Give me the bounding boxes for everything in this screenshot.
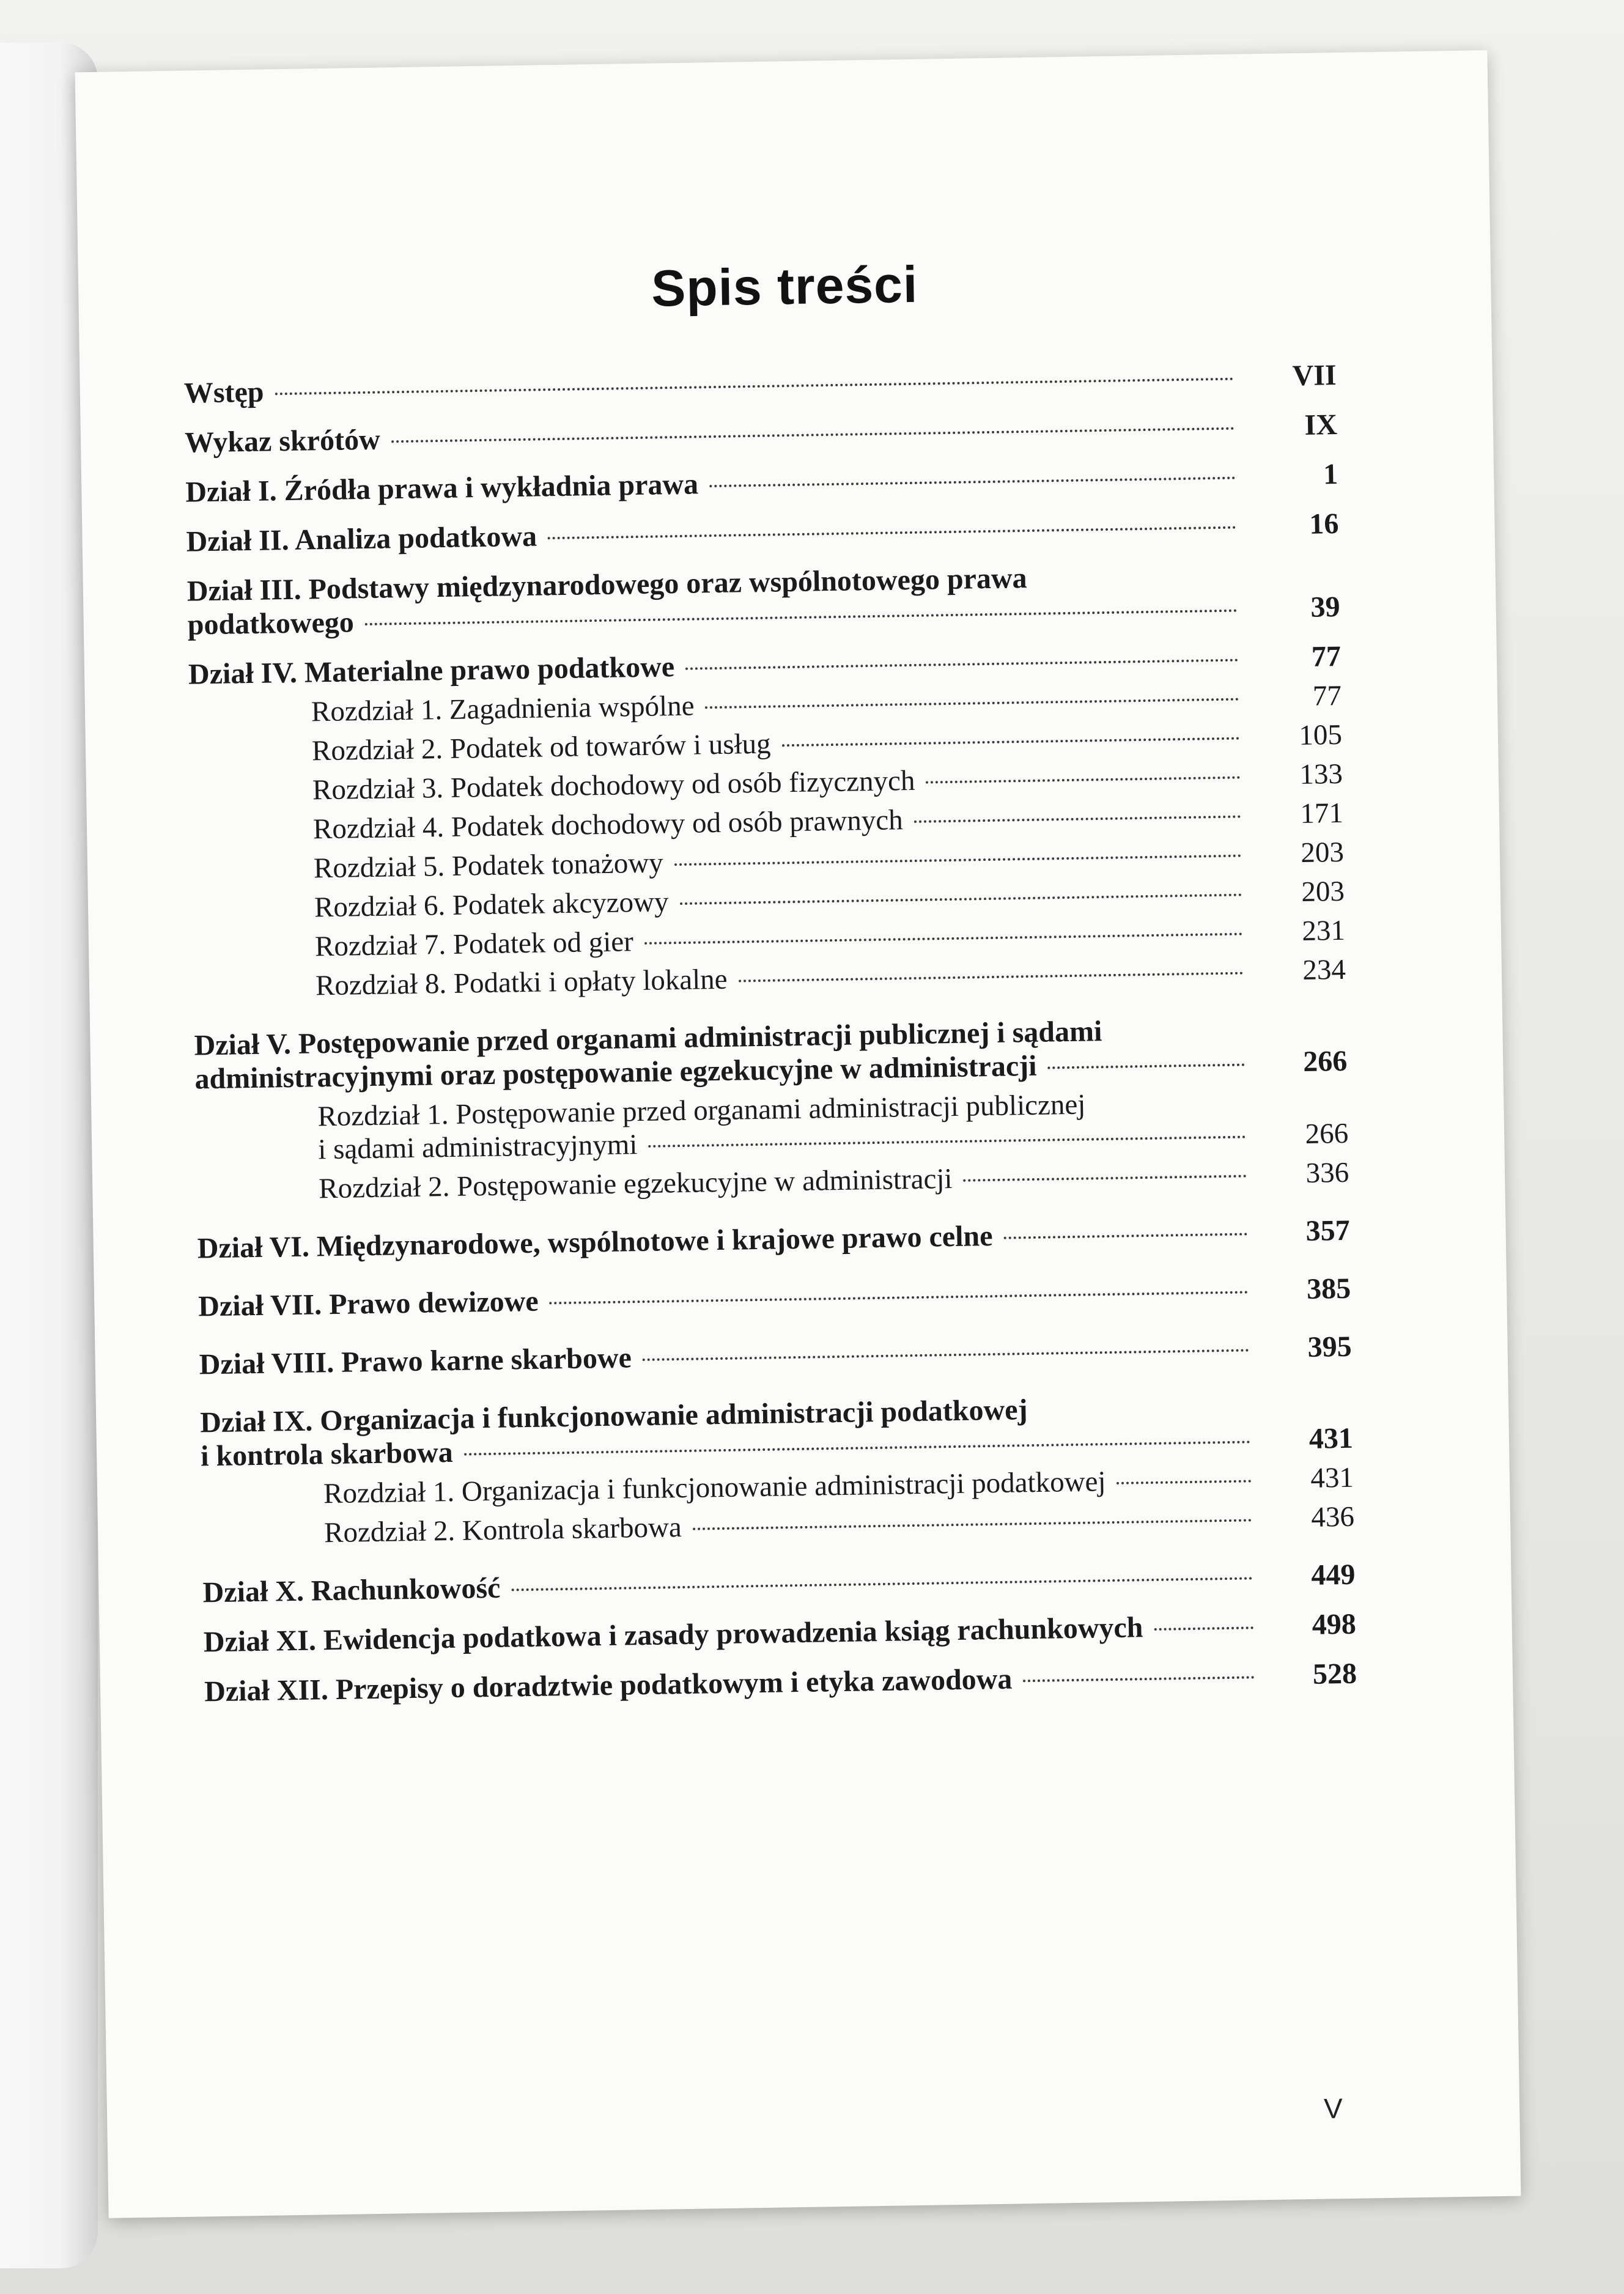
dot-leader [644,933,1242,945]
toc-entry-page: 498 [1312,1607,1357,1641]
toc-entry-dzial-10 [202,1558,1356,1610]
toc-entry-page: 133 [1299,758,1343,791]
toc-entry-page: 231 [1301,914,1346,948]
toc-entry-title: Dział X. Rachunkowość [202,1571,501,1609]
toc-entry-title: Rozdział 1. Organizacja i funkcjonowanie administracji podatkowej [323,1466,1106,1510]
dot-leader [685,659,1238,670]
toc-entry-title: Dział VIII. Prawo karne skarbowe [199,1341,632,1381]
dot-leader [1003,1233,1247,1239]
toc-entry-dzial-11 [203,1607,1356,1659]
toc-entry-title-line2: i kontrola skarbowa [200,1436,454,1473]
toc-entry-title: Rozdział 1. Zagadnienia wspólne [311,690,695,728]
page-title: Spis treści [651,255,918,317]
toc-entry-title: Dział I. Źródła prawa i wykładnia prawa [185,468,699,509]
toc-entry-page: 431 [1308,1422,1354,1455]
toc-entry-dzial-8 [199,1330,1352,1382]
toc-entry-page: 105 [1298,718,1343,752]
toc-entry-page: 357 [1305,1214,1350,1247]
dot-leader [464,1440,1250,1455]
toc-entry-title: Dział II. Analiza podatkowa [186,520,537,558]
toc-entry-title: Rozdział 7. Podatek od gier [314,926,634,963]
toc-entry-page: 436 [1311,1500,1355,1533]
dot-leader [705,698,1238,709]
toc-entry-title-line1: Dział IX. Organizacja i funkcjonowanie administracji podatkowej [199,1393,1028,1439]
toc-entry-page: 77 [1311,640,1342,673]
toc-entry-page: 1 [1323,457,1338,491]
dot-leader [511,1577,1252,1591]
dot-leader [914,816,1241,823]
toc-entry-title: Rozdział 2. Kontrola skarbowa [323,1511,682,1549]
page-number: V [1323,2092,1343,2125]
toc-entry-title-line2: podatkowego [187,606,355,641]
dot-leader [739,972,1243,983]
dot-leader [643,1349,1249,1361]
dot-leader [550,1291,1249,1304]
toc-entry-dzial-9 [200,1388,1353,1473]
toc-entry-page: 266 [1305,1117,1349,1150]
toc-entry-page: 528 [1312,1657,1357,1691]
toc-entry-dzial-7 [198,1272,1351,1324]
toc-entry-title: Dział XI. Ewidencja podatkowa i zasady prowadzenia ksiąg rachunkowych [203,1611,1143,1659]
toc-entry-dzial-5 [194,1011,1347,1096]
toc-entry-page: IX [1304,408,1338,441]
toc-entry-title-line2: i sądami administracyjnymi [317,1129,638,1166]
dot-leader [1154,1626,1253,1631]
toc-entry-title: Dział VII. Prawo dewizowe [197,1285,539,1323]
dot-leader [674,855,1241,866]
dot-leader [391,427,1235,443]
toc-entry-title: Rozdział 8. Podatki i opłaty lokalne [315,963,728,1002]
toc-entry-wykaz-skrotow [185,408,1338,460]
toc-entry-title-line1: Dział III. Podstawy międzynarodowego oraz wspólnotowego prawa [186,562,1027,608]
toc-entry-title-line1: Rozdział 1. Postępowanie przed organami administracji publicznej [317,1088,1086,1133]
toc-entry-page: 266 [1302,1044,1348,1079]
dot-leader [782,737,1239,747]
toc-entry-title: Rozdział 2. Postępowanie egzekucyjne w administracji [318,1163,953,1205]
toc-entry-page: 39 [1310,590,1340,624]
toc-entry-page: 449 [1311,1558,1356,1591]
toc-entry-page: 336 [1305,1156,1349,1189]
toc-entry-title: Rozdział 3. Podatek dochodowy od osób fizycznych [312,764,915,806]
book-page [75,50,1521,2218]
toc-entry-dzial-3 [186,556,1340,642]
toc-entry-page: VII [1292,359,1337,393]
dot-leader [648,1136,1246,1148]
dot-leader [365,610,1238,625]
toc-entry-dzial-12 [204,1657,1357,1709]
toc-entry-title-line2: administracyjnymi oraz postępowanie egzekucyjne w administracji [194,1049,1037,1096]
toc-entry-page: 171 [1299,797,1344,830]
toc-entry-dzial-1 [185,457,1338,509]
toc-entry-page: 203 [1300,836,1345,869]
dot-leader [275,378,1234,396]
dot-leader [709,477,1235,488]
toc-entry-page: 234 [1302,953,1346,986]
dot-leader [926,776,1240,784]
toc-entry-page: 77 [1312,679,1342,712]
table-of-contents [183,358,1357,1708]
toc-entry-title: Dział VI. Międzynarodowe, wspólnotowe i krajowe prawo celne [197,1220,993,1265]
toc-chapter-5-1 [195,1084,1348,1168]
toc-entry-title: Dział XII. Przepisy o doradztwie podatkowym i etyka zawodowa [204,1662,1013,1708]
toc-entry-page: 16 [1309,507,1339,540]
toc-entry-title: Rozdział 4. Podatek dochodowy od osób prawnych [312,804,903,846]
dot-leader [1116,1480,1251,1484]
toc-entry-dzial-2 [186,507,1339,559]
dot-leader [1023,1676,1254,1682]
toc-entry-wstep [183,358,1337,410]
toc-entry-title-line1: Dział V. Postępowanie przed organami administracji publicznej i sądami [194,1015,1102,1062]
dot-leader [680,894,1242,905]
toc-entry-page: 395 [1307,1330,1352,1363]
toc-entry-dzial-6 [197,1214,1350,1266]
toc-entry-page: 385 [1306,1272,1351,1305]
dot-leader [548,526,1236,540]
toc-entry-title: Dział IV. Materialne prawo podatkowe [188,651,675,691]
toc-entry-title: Rozdział 2. Podatek od towarów i usług [311,728,771,767]
dot-leader [693,1519,1252,1530]
toc-entry-title: Rozdział 5. Podatek tonażowy [313,847,664,885]
dot-leader [1048,1064,1245,1069]
toc-entry-title: Wykaz skrótów [184,423,381,459]
toc-entry-page: 431 [1310,1461,1354,1494]
toc-entry-title: Wstęp [183,375,264,410]
toc-entry-page: 203 [1301,875,1345,909]
dot-leader [963,1175,1246,1181]
toc-entry-title: Rozdział 6. Podatek akcyzowy [314,886,669,924]
